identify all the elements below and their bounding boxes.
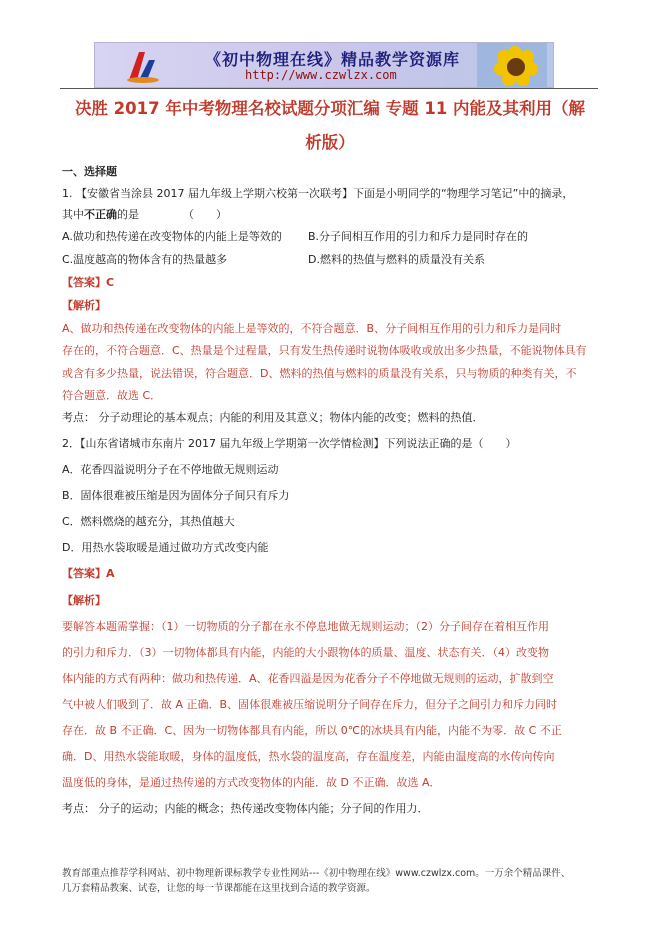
q2-analysis-label: 【解析】 [62,594,106,607]
q1-stem-line2 [62,207,227,223]
q1-stem-emphasis: 不正确 [84,208,117,221]
q1-kaodian: 考点： 分子动理论的基本观点；内能的利用及其意义；物体内能的改变；燃料的热值． [62,411,484,424]
section-heading: 一、选择题 [62,165,117,178]
q2-analysis-line4: 气中被人们吸到了．故 A 正确．B、固体很难被压缩说明分子间存在斥力，但分子之间引力和斥力同时 [62,698,558,711]
q1-analysis-line4: 符合题意．故选 C． [62,389,162,402]
page-footer [62,866,602,896]
q1-option-b: B.分子间相互作用的引力和斥力是同时存在的 [308,230,529,243]
footer-line2: 几万套精品教案、试卷，让您的每一节课都能在这里找到合适的教学资源。 [62,883,376,894]
q2-option-d: D．用热水袋取暖是通过做功方式改变内能 [62,541,269,554]
q1-analysis-line3: 或含有多少热量，说法错误，符合题意．D、燃料的热值与燃料的质量没有关系，只与物质的种类有关，不 [62,367,577,380]
site-logo-icon [125,46,161,84]
header-divider [60,88,598,89]
q1-option-d: D.燃料的热值与燃料的质量没有关系 [308,253,485,266]
sunflower-icon [477,43,547,87]
q2-stem: 2．【山东省诸城市东南片 2017 届九年级上学期第一次学情检测】下列说法正确的是（ ） [62,437,517,450]
q2-analysis-line2: 的引力和斥力．（3）一切物体都具有内能，内能的大小跟物体的质量、温度、状态有关．（4）改变物 [62,646,549,659]
q1-analysis-label: 【解析】 [62,299,106,312]
q1-analysis-line1: A、做功和热传递在改变物体的内能上是等效的，不符合题意．B、分子间相互作用的引力和斥力是同时 [62,322,562,335]
q1-answer-paren: （ ） [183,208,227,221]
q1-analysis-line2: 存在的，不符合题意．C、热量是个过程量，只有发生热传递时说物体吸收或放出多少热量，不能说物体具有 [62,344,587,357]
q1-answer: 【答案】C [62,276,115,289]
footer-line1: 教育部重点推荐学科网站、初中物理新课标教学专业性网站---《初中物理在线》www.czwlzx.com。一万余个精品课件、 [62,868,571,879]
banner-title: 《初中物理在线》精品教学资源库 [205,50,461,69]
q1-option-a: A.做功和热传递在改变物体的内能上是等效的 [62,230,282,243]
document-title-line1: 决胜 2017 年中考物理名校试题分项汇编 专题 11 内能及其利用（解 [74,99,586,118]
q1-stem-suffix: 的是 [117,208,139,221]
q2-kaodian: 考点： 分子的运动；内能的概念；热传递改变物体内能；分子间的作用力． [62,802,429,815]
document-title-line2: 析版） [305,133,355,152]
q2-analysis-line1: 要解答本题需掌握：（1）一切物质的分子都在永不停息地做无规则运动；（2）分子间存在着相互作用 [62,620,549,633]
header-banner [94,42,554,88]
q2-analysis-line5: 存在．故 B 不正确．C、因为一切物体都具有内能，所以 0℃的冰块具有内能，内能不为零．故 C 不正 [62,724,562,737]
q1-stem-line1: 1. 【安徽省当涂县 2017 届九年级上学期六校第一次联考】下面是小明同学的“物理学习笔记”中的摘录， [62,187,574,200]
q1-stem-prefix: 其中 [62,208,84,221]
q1-option-c: C.温度越高的物体含有的热量越多 [62,253,228,266]
banner-url[interactable]: http://www.czwlzx.com [245,68,397,82]
q2-analysis-line7: 温度低的身体，是通过热传递的方式改变物体的内能．故 D 不正确．故选 A． [62,776,441,789]
q2-answer: 【答案】A [62,567,115,580]
q2-option-c: C．燃料燃烧的越充分，其热值越大 [62,515,235,528]
q2-analysis-line6: 确．D、用热水袋能取暖，身体的温度低，热水袋的温度高，存在温度差，内能由温度高的水传向传向 [62,750,555,763]
q2-option-a: A．花香四溢说明分子在不停地做无规则运动 [62,463,279,476]
q2-analysis-line3: 体内能的方式有两种：做功和热传递．A、花香四溢是因为花香分子不停地做无规则的运动，扩散到空 [62,672,554,685]
q2-option-b: B．固体很难被压缩是因为固体分子间只有斥力 [62,489,290,502]
